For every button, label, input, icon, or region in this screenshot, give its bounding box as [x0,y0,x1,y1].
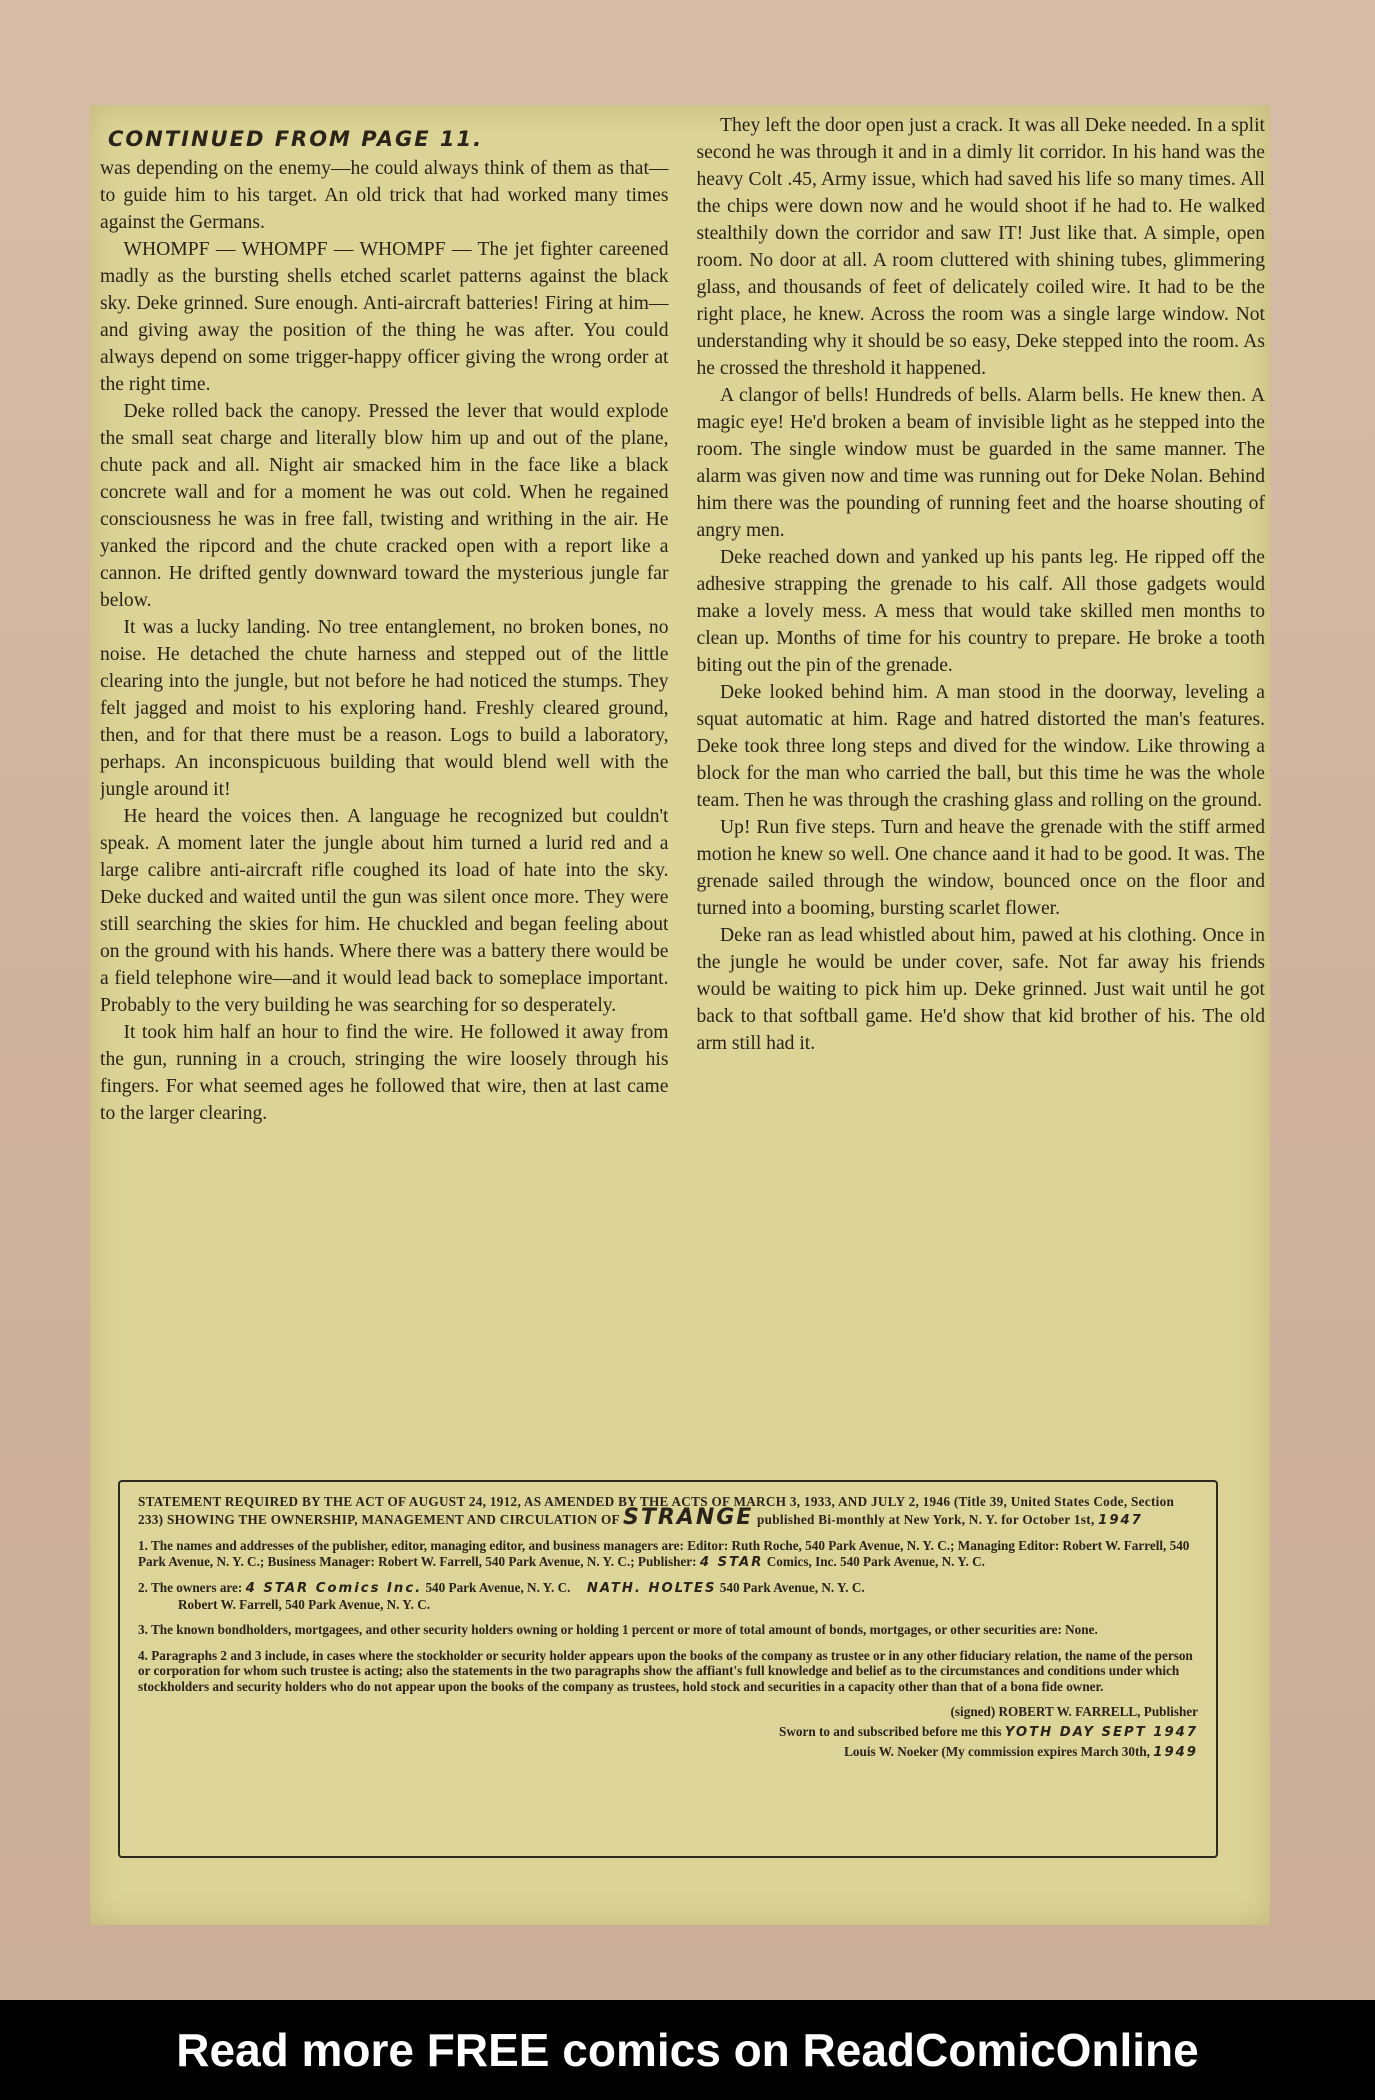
notary-text: Louis W. Noeker (My commission expires March 30th, [844,1744,1150,1759]
statement-header [138,1494,1198,1528]
story-text [100,112,1265,1472]
statement-header-text: STATEMENT REQUIRED BY THE ACT OF AUGUST 24, 1912, AS AMENDED BY THE ACTS OF MARCH 3, 1933, AND JULY 2, 1946 (Title 39, United States Code, Section 233) SHOWING THE OWNERSHIP, MANAGEMENT AND CIRCULATION OF [138,1494,1175,1527]
statement-item-2-owner-3: Robert W. Farrell, 540 Park Avenue, N. Y. C. [178,1596,431,1612]
read-more-banner[interactable] [0,2000,1375,2100]
story-paragraph: Deke looked behind him. A man stood in the doorway, leveling a squat automatic at him. Rage and hatred distorted the man's features. Deke took three long steps and dived for the window. Like throwing a block for the man who carried the ball, but this time he was the whole team. Then he was through the crashing glass and rolling on the ground. [696,682,1265,811]
story-paragraph: Up! Run five steps. Turn and heave the grenade with the stiff armed motion he knew so well. One chance aand it had to be good. It was. The grenade sailed through the window, bounced once on the floor and turned into a booming, bursting scarlet flower. [696,817,1265,919]
statement-sworn [138,1724,1198,1741]
story-column-right [697,112,1266,1472]
story-paragraph: He heard the voices then. A language he recognized but couldn't speak. A moment later the jungle about him turned a lurid red and a large calibre anti-aircraft rifle coughed its load of hate into the sky. Deke ducked and waited until the gun was silent once more. They were still searching the skies for him. He chuckled and began feeling about on the ground with his hands. Where there was a battery there would be a field telephone wire—and it would lead back to someplace important. Probably to the very building he was searching for so desperately. [100,806,669,1016]
publisher-handwritten: 4 STAR [699,1554,764,1570]
notary-year-handwritten: 1949 [1153,1745,1198,1760]
continued-from-page-label: CONTINUED FROM PAGE 11. [108,127,484,151]
ownership-statement-box [118,1480,1218,1858]
sworn-date-handwritten: YOTH DAY SEPT 1947 [1004,1724,1198,1740]
story-paragraph: was depending on the enemy—he could always think of them as that—to guide him to his target. An old trick that had worked many times against the Germans. [100,158,669,233]
statement-item-1 [138,1538,1198,1570]
story-column-left [100,112,669,1472]
statement-header-text-2: published Bi-monthly at New York, N. Y. for October 1st, [756,1511,1095,1527]
story-paragraph: Deke rolled back the canopy. Pressed the lever that would explode the small seat charge and literally blow him up and out of the plane, chute pack and all. Night air smacked him in the face like a black concrete wall and for a moment he was out cold. When he regained consciousness he was in free fall, twisting and writhing in the air. He yanked the ripcord and the chute cracked open with a report like a cannon. He drifted gently downward toward the mysterious jungle far below. [100,401,669,611]
statement-item-2-address-2: 540 Park Avenue, N. Y. C. [719,1580,865,1595]
statement-item-1-text-2: Comics, Inc. 540 Park Avenue, N. Y. C. [766,1553,985,1569]
story-paragraph: A clangor of bells! Hundreds of bells. Alarm bells. He knew then. A magic eye! He'd broken a beam of invisible light as he stepped into the room. The single window must be guarded in the same manner. The alarm was given now and time was running out for Deke Nolan. Behind him there was the pounding of running feet and the hoarse shouting of angry men. [696,385,1265,541]
statement-signature: (signed) ROBERT W. FARRELL, Publisher [950,1704,1198,1719]
banner-text: Read more FREE comics on ReadComicOnline [176,2024,1199,2076]
story-paragraph: WHOMPF — WHOMPF — WHOMPF — The jet fighter careened madly as the bursting shells etched scarlet patterns against the black sky. Deke grinned. Sure enough. Anti-aircraft batteries! Firing at him—and giving away the position of the thing he was after. You could always depend on some trigger-happy officer giving the wrong order at the right time. [100,239,669,395]
owner-1-handwritten: 4 STAR Comics Inc. [245,1581,423,1596]
statement-item-4 [138,1648,1198,1695]
statement-item-2-address: 540 Park Avenue, N. Y. C. [425,1580,571,1595]
statement-title-handwritten: STRANGE [623,1504,754,1530]
statement-item-2 [138,1580,1198,1612]
story-paragraph: It took him half an hour to find the wire. He followed it away from the gun, running in a crouch, stringing the wire loosely through his fingers. For what seemed ages he followed that wire, then at last came to the larger clearing. [100,1022,669,1124]
statement-year-handwritten: 1947 [1098,1512,1143,1528]
story-paragraph: Deke reached down and yanked up his pants leg. He ripped off the adhesive strapping the grenade to his calf. All those gadgets would make a lovely mess. A mess that would take skilled men months to clean up. Months of time for his country to prepare. He broke a tooth biting out the pin of the grenade. [696,547,1265,676]
statement-item-2-text: 2. The owners are: [138,1580,243,1595]
story-paragraph: They left the door open just a crack. It was all Deke needed. In a split second he was through it and in a dimly lit corridor. In his hand was the heavy Colt .45, Army issue, which had saved his life so many times. All the chips were down now and he would shoot if he had to. He walked stealthily down the corridor and saw IT! Just like that. A simple, open room. No door at all. A room cluttered with shining tubes, glimmering glass, and thousands of feet of delicately coiled wire. It had to be the right place, he knew. Across the room was a single large window. Not understanding why it should be so easy, Deke stepped into the room. As he crossed the threshold it happened. [696,115,1265,379]
story-paragraph: It was a lucky landing. No tree entanglement, no broken bones, no noise. He detached the chute harness and stepped out of the little clearing into the jungle, but not before he had noticed the stumps. They felt jagged and moist to his exploring hand. Freshly cleared ground, then, and for that there must be a reason. Logs to build a laboratory, perhaps. An inconspicuous building that would blend well with the jungle around it! [100,617,669,800]
sworn-text: Sworn to and subscribed before me this [779,1723,1002,1739]
statement-item-1-text: 1. The names and addresses of the publisher, editor, managing editor, and business managers are: Editor: Ruth Roche, 540 Park Avenue, N. Y. C.; Managing Editor: Robert W. Farrell, 540 Park Avenue, N. Y. C.; Business Manager: Robert W. Farrell, 540 Park Avenue, N. Y. C.; Publisher: [138,1538,1190,1569]
statement-item-4-text: 4. Paragraphs 2 and 3 include, in cases where the stockholder or security holder appears upon the books of the company as trustee or in any other fiduciary relation, the name of the person or corporation for whom such trustee is acting; also the statements in the two paragraphs show the affiant's full knowledge and belief as to the circumstances and conditions under which stockholders and security holders who do not appear upon the books of the company as trustees, hold stock and securities in a capacity other than that of a bona fide owner. [138,1647,1193,1694]
statement-item-3: 3. The known bondholders, mortgagees, and other security holders owning or holding 1 percent or more of total amount of bonds, mortgages, or other securities are: None. [138,1622,1098,1637]
owner-2-handwritten: NATH. HOLTES [586,1581,717,1596]
story-paragraph: Deke ran as lead whistled about him, pawed at his clothing. Once in the jungle he would be under cover, safe. Not far away his friends would be waiting to pick him up. Deke grinned. Just wait until he got back to that softball game. He'd show that kid brother of his. The old arm still had it. [696,925,1265,1054]
statement-notary [138,1744,1198,1761]
